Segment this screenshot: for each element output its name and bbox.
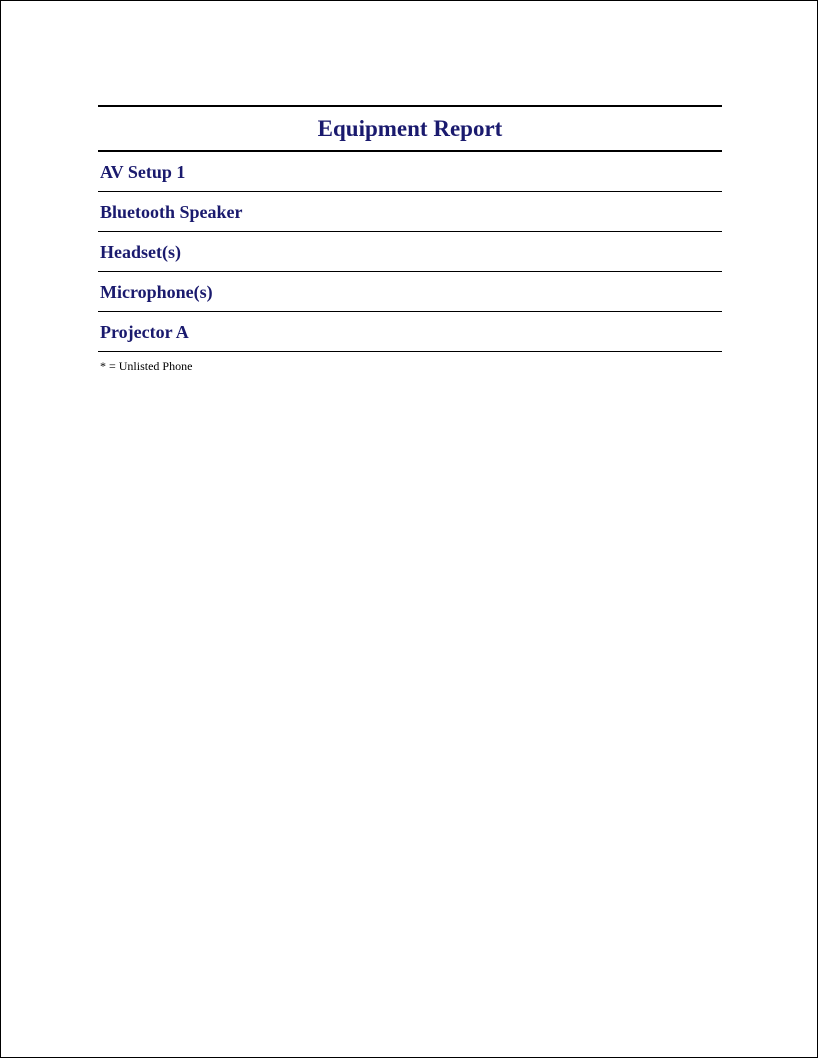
list-item-av-setup	[98, 152, 722, 192]
list-item-microphones	[98, 272, 722, 312]
list-item-headsets	[98, 232, 722, 272]
list-item-label: Microphone(s)	[100, 281, 213, 302]
list-item-label: Bluetooth Speaker	[100, 201, 243, 222]
title-bar	[98, 105, 722, 152]
equipment-report	[98, 105, 722, 373]
list-item-label: AV Setup 1	[100, 161, 186, 182]
list-item-projector	[98, 312, 722, 352]
report-title: Equipment Report	[317, 116, 503, 141]
list-item-label: Projector A	[100, 321, 189, 342]
list-item-label: Headset(s)	[100, 241, 181, 262]
footnote: * = Unlisted Phone	[100, 359, 193, 373]
list-item-bluetooth-speaker	[98, 192, 722, 232]
